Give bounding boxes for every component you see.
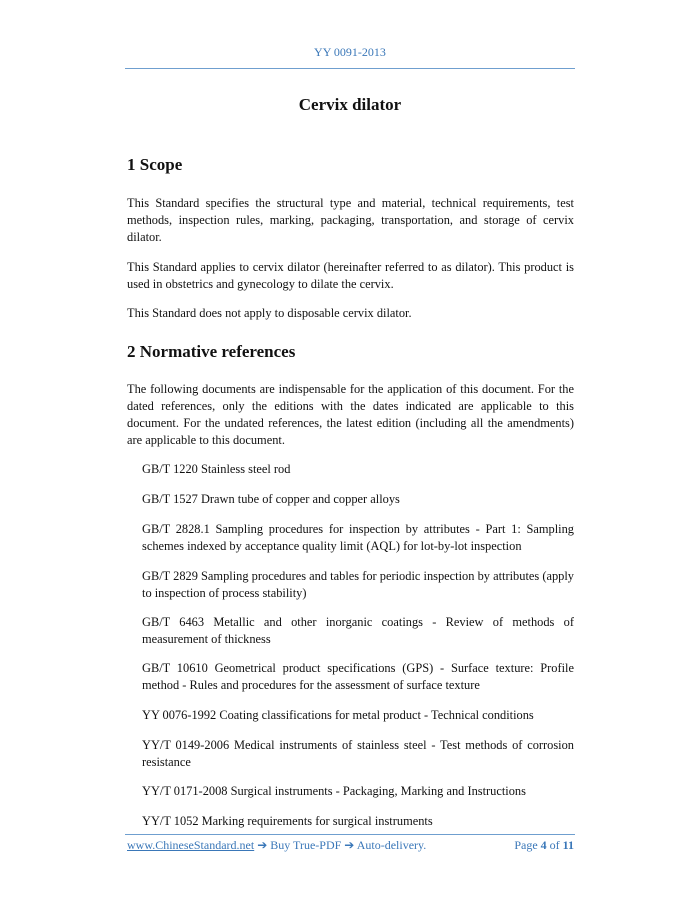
buy-true-pdf-link[interactable]: Buy True-PDF bbox=[270, 838, 342, 852]
arrow-right-icon: ➔ bbox=[257, 838, 268, 852]
footer-promo bbox=[127, 838, 426, 853]
page-current: 4 bbox=[540, 838, 547, 852]
section-heading-scope: 1 Scope bbox=[127, 155, 183, 174]
reference-item: GB/T 2829 Sampling procedures and tables for periodic inspection by attributes (apply to inspection of process stability) bbox=[142, 569, 574, 600]
standard-code: YY 0091-2013 bbox=[314, 45, 386, 59]
reference-item: GB/T 1527 Drawn tube of copper and copper alloys bbox=[142, 492, 400, 506]
arrow-right-icon: ➔ bbox=[344, 838, 355, 852]
reference-item: GB/T 1220 Stainless steel rod bbox=[142, 462, 291, 476]
website-link[interactable]: www.ChineseStandard.net bbox=[127, 838, 255, 852]
auto-delivery-text: Auto-delivery. bbox=[356, 838, 427, 852]
document-title: Cervix dilator bbox=[298, 95, 402, 114]
reference-item: YY/T 1052 Marking requirements for surgical instruments bbox=[142, 814, 433, 828]
reference-item: GB/T 6463 Metallic and other inorganic coatings - Review of methods of measurement of thickness bbox=[142, 615, 574, 646]
page-label: Page bbox=[514, 838, 538, 852]
reference-item: GB/T 10610 Geometrical product specifications (GPS) - Surface texture: Profile method - Rules and procedures for the assessment of surface texture bbox=[142, 661, 574, 692]
section-heading-normative-references: 2 Normative references bbox=[127, 342, 296, 361]
page-total: 11 bbox=[562, 838, 574, 852]
scope-paragraph-1: This Standard specifies the structural type and material, technical requirements, test methods, inspection rules, marking, packaging, transportation, and storage of cervix dilator. bbox=[127, 196, 574, 244]
page-of-label: of bbox=[549, 838, 560, 852]
reference-item: GB/T 2828.1 Sampling procedures for inspection by attributes - Part 1: Sampling schemes indexed by acceptance quality limit (AQL) for lot-by-lot inspection bbox=[142, 522, 574, 553]
page-indicator bbox=[514, 838, 574, 853]
normative-references-intro: The following documents are indispensable for the application of this document. For the dated references, only the editions with the dates indicated are applicable to this document. For the undated references, the latest edition (including all the amendments) are applicable to this document. bbox=[127, 382, 574, 447]
scope-paragraph-3: This Standard does not apply to disposable cervix dilator. bbox=[127, 306, 412, 320]
scope-paragraph-2: This Standard applies to cervix dilator (hereinafter referred to as dilator). This product is used in obstetrics and gynecology to dilate the cervix. bbox=[127, 260, 574, 291]
footer-divider bbox=[125, 834, 575, 835]
header-divider bbox=[125, 68, 575, 69]
reference-item: YY/T 0149-2006 Medical instruments of stainless steel - Test methods of corrosion resistance bbox=[142, 738, 574, 769]
reference-item: YY 0076-1992 Coating classifications for metal product - Technical conditions bbox=[142, 708, 534, 722]
reference-item: YY/T 0171-2008 Surgical instruments - Packaging, Marking and Instructions bbox=[142, 784, 526, 798]
